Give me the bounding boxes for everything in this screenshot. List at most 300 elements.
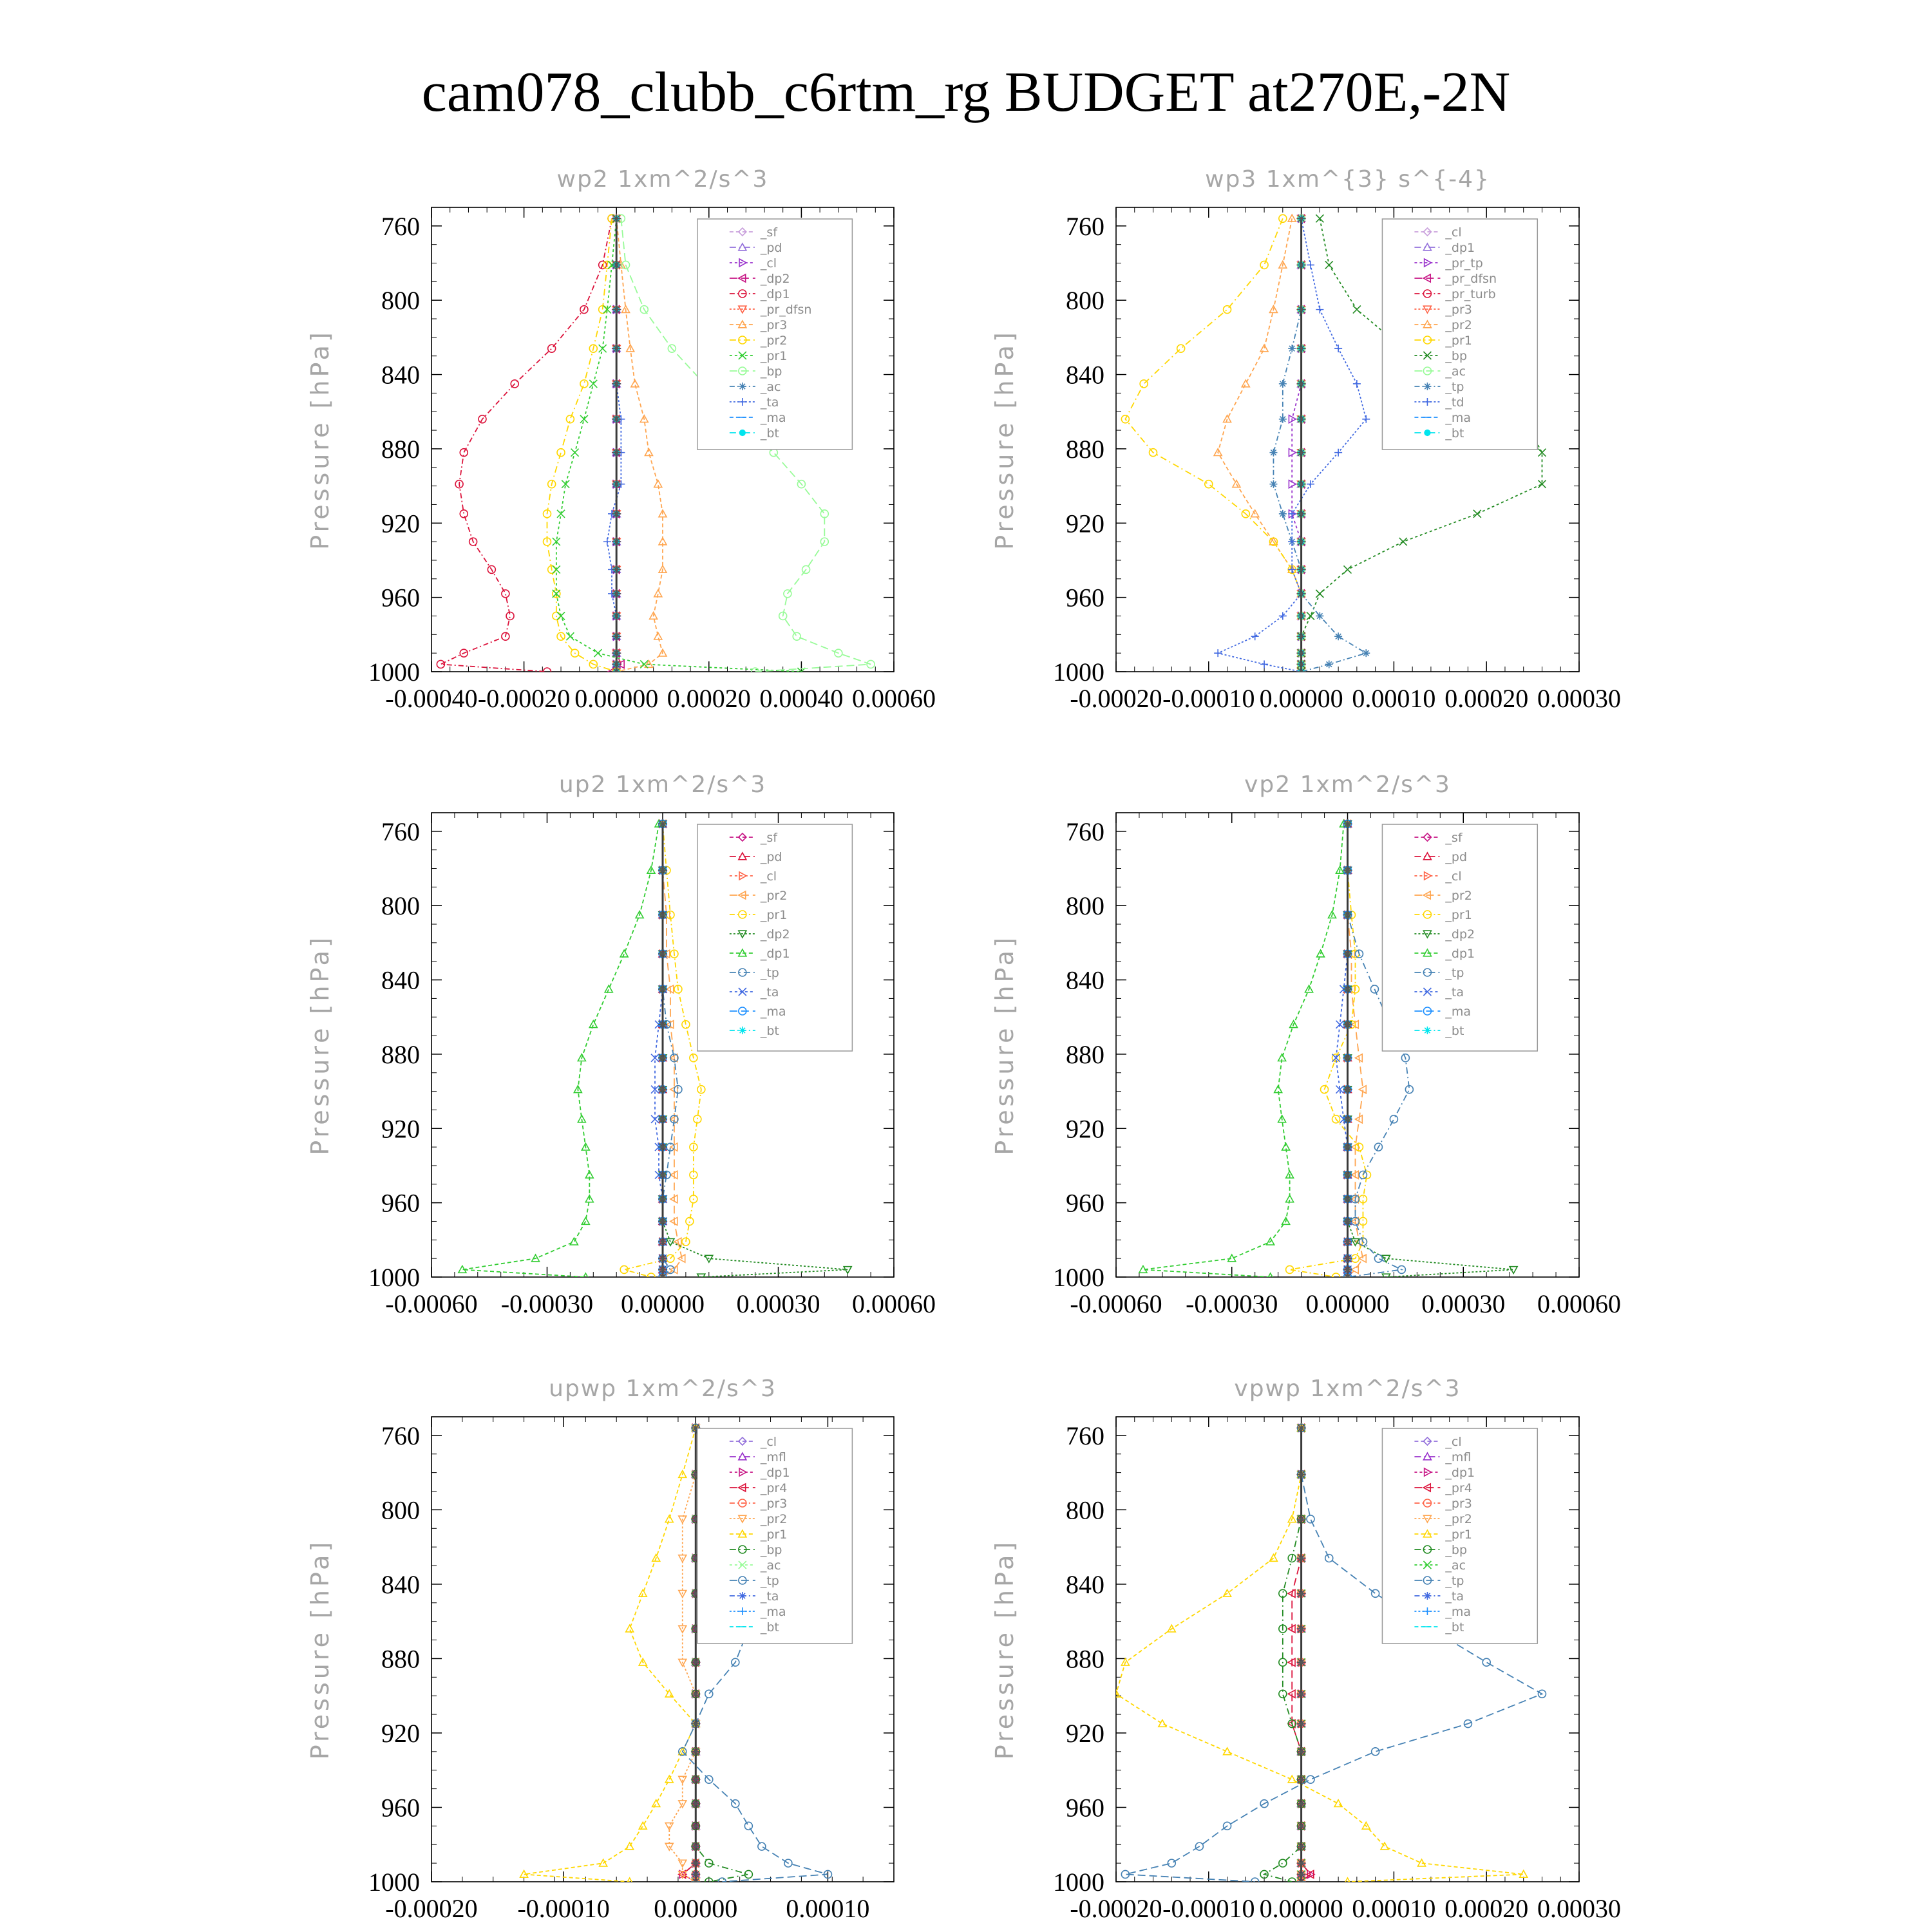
legend-label: _ta bbox=[760, 1589, 779, 1604]
zero-marker bbox=[658, 1273, 667, 1282]
x-tick-label: 0.00030 bbox=[736, 1289, 820, 1318]
legend-label: _ma bbox=[760, 1005, 786, 1019]
series-line bbox=[1125, 218, 1301, 672]
series-line bbox=[663, 824, 678, 1277]
x-tick-label: -0.00060 bbox=[1070, 1289, 1162, 1318]
y-axis-label: Pressure [hPa] bbox=[306, 1539, 334, 1760]
data-point bbox=[1334, 345, 1342, 352]
zero-marker bbox=[658, 1254, 667, 1263]
data-point bbox=[548, 345, 556, 352]
y-tick-label: 960 bbox=[1066, 1188, 1104, 1218]
y-tick-label: 960 bbox=[1066, 1793, 1104, 1823]
legend-marker bbox=[739, 1592, 746, 1600]
legend-label: _pr_dfsn bbox=[1445, 272, 1497, 286]
data-point bbox=[1334, 1800, 1342, 1807]
legend-label: _sf bbox=[760, 225, 777, 240]
data-point bbox=[1307, 1776, 1314, 1783]
y-tick-label: 840 bbox=[381, 965, 420, 995]
y-tick-label: 760 bbox=[381, 1421, 420, 1450]
legend-marker bbox=[739, 383, 746, 390]
zero-marker bbox=[1297, 1842, 1306, 1851]
x-tick-label: -0.00020 bbox=[1070, 1894, 1162, 1923]
panel-title: vpwp 1xm^2/s^3 bbox=[1234, 1376, 1461, 1402]
data-point bbox=[652, 1800, 660, 1807]
data-point bbox=[1288, 345, 1296, 352]
legend-label: _dp2 bbox=[760, 272, 790, 286]
series-line bbox=[1273, 218, 1366, 672]
zero-marker bbox=[658, 911, 667, 920]
legend-label: _pd bbox=[760, 850, 782, 864]
zero-marker bbox=[658, 1170, 667, 1179]
y-tick-label: 840 bbox=[381, 360, 420, 390]
legend-label: _sf bbox=[760, 831, 777, 845]
data-point bbox=[1224, 1748, 1231, 1755]
zero-marker bbox=[658, 1115, 667, 1124]
legend-label: _bt bbox=[1445, 1024, 1464, 1038]
series-line bbox=[440, 218, 612, 672]
legend-label: _tp bbox=[1445, 1574, 1464, 1588]
legend-label: _tp bbox=[760, 1574, 779, 1588]
data-point bbox=[665, 1515, 673, 1522]
zero-marker bbox=[658, 1217, 667, 1226]
y-tick-label: 800 bbox=[381, 1495, 420, 1525]
y-tick-label: 840 bbox=[381, 1569, 420, 1599]
series-line bbox=[1336, 824, 1348, 1277]
legend-label: _ta bbox=[760, 395, 779, 410]
data-point bbox=[1390, 1115, 1397, 1123]
zero-marker bbox=[1297, 214, 1306, 223]
y-tick-label: 880 bbox=[1066, 1039, 1104, 1069]
series-ta bbox=[1332, 820, 1352, 1281]
series-line bbox=[1264, 1428, 1302, 1882]
zero-marker bbox=[1297, 667, 1306, 676]
data-point bbox=[594, 649, 601, 657]
legend-label: _sf bbox=[1445, 831, 1463, 845]
legend-label: _cl bbox=[1445, 869, 1462, 884]
data-point bbox=[1307, 261, 1314, 269]
legend bbox=[1382, 824, 1537, 1051]
legend-label: _pr3 bbox=[1445, 303, 1472, 317]
legend-label: _cl bbox=[760, 256, 777, 270]
zero-marker bbox=[1297, 415, 1306, 424]
x-tick-label: 0.00030 bbox=[1537, 684, 1621, 713]
y-tick-label: 960 bbox=[381, 1188, 420, 1218]
data-point bbox=[582, 1217, 589, 1224]
data-point bbox=[589, 380, 597, 388]
data-point bbox=[1224, 306, 1231, 314]
legend-label: _pr2 bbox=[760, 334, 788, 348]
data-point bbox=[651, 1115, 659, 1123]
series-line bbox=[669, 1428, 696, 1882]
legend-label: _dp2 bbox=[760, 927, 790, 942]
zero-marker bbox=[1343, 1054, 1352, 1063]
y-tick-label: 800 bbox=[381, 891, 420, 921]
x-tick-label: -0.00010 bbox=[517, 1894, 610, 1923]
zero-marker bbox=[658, 1020, 667, 1029]
legend-label: _pr_tp bbox=[1445, 256, 1483, 270]
legend-label: _bp bbox=[760, 365, 782, 379]
series-pr3 bbox=[612, 214, 667, 674]
data-point bbox=[1344, 565, 1352, 573]
y-tick-label: 960 bbox=[381, 583, 420, 612]
data-point bbox=[626, 1625, 634, 1632]
x-tick-label: 0.00000 bbox=[1305, 1289, 1390, 1318]
legend-label: _pr1 bbox=[1445, 1528, 1472, 1542]
data-point bbox=[570, 1238, 578, 1245]
legend-label: _pr1 bbox=[760, 908, 788, 922]
legend-label: _ta bbox=[1445, 985, 1464, 999]
legend-label: _cl bbox=[1445, 225, 1462, 240]
legend-label: _pr2 bbox=[1445, 1512, 1472, 1526]
data-point bbox=[566, 415, 574, 423]
zero-marker bbox=[1297, 260, 1306, 269]
zero-marker bbox=[1343, 1020, 1352, 1029]
legend-label: _dp1 bbox=[1445, 947, 1475, 961]
y-tick-label: 1000 bbox=[1053, 1868, 1104, 1897]
x-tick-label: 0.00030 bbox=[1421, 1289, 1506, 1318]
zero-marker bbox=[1297, 1423, 1306, 1432]
series-dp1 bbox=[459, 820, 663, 1280]
legend-label: _ta bbox=[1445, 1589, 1464, 1604]
legend-label: _bt bbox=[760, 1620, 779, 1634]
data-point bbox=[639, 1589, 647, 1596]
x-tick-label: -0.00020 bbox=[1070, 684, 1162, 713]
series-line bbox=[683, 1428, 696, 1882]
legend-label: _pr2 bbox=[1445, 318, 1472, 332]
x-tick-label: 0.00020 bbox=[1444, 684, 1529, 713]
legend-label: _pr1 bbox=[1445, 908, 1472, 922]
x-tick-label: 0.00060 bbox=[852, 684, 936, 713]
series-line bbox=[1302, 1428, 1311, 1882]
data-point bbox=[599, 345, 607, 352]
panel-3 bbox=[306, 772, 936, 1318]
y-tick-label: 800 bbox=[1066, 1495, 1104, 1525]
legend-label: _pr2 bbox=[760, 889, 788, 903]
y-tick-label: 880 bbox=[381, 1644, 420, 1674]
legend-label: _ma bbox=[1445, 1005, 1472, 1019]
legend-label: _pd bbox=[760, 241, 782, 255]
y-tick-label: 1000 bbox=[368, 1263, 420, 1292]
x-tick-label: 0.00000 bbox=[574, 684, 659, 713]
legend bbox=[697, 824, 853, 1051]
data-point bbox=[605, 985, 612, 992]
data-point bbox=[1269, 1554, 1277, 1561]
legend-label: _dp1 bbox=[760, 947, 790, 961]
legend-label: _pr1 bbox=[760, 1528, 788, 1542]
legend-label: _pr3 bbox=[760, 318, 788, 332]
y-axis-label: Pressure [hPa] bbox=[306, 934, 334, 1155]
series-pr2 bbox=[544, 214, 621, 676]
zero-marker bbox=[658, 1054, 667, 1063]
legend bbox=[697, 219, 853, 450]
data-point bbox=[1242, 380, 1249, 387]
data-point bbox=[1362, 415, 1370, 423]
zero-marker bbox=[1297, 1877, 1306, 1886]
data-point bbox=[626, 1842, 634, 1850]
legend-label: _tp bbox=[760, 966, 779, 980]
legend-label: _ma bbox=[1445, 411, 1472, 425]
data-point bbox=[1325, 660, 1333, 668]
legend-label: _dp1 bbox=[760, 287, 790, 301]
x-tick-label: 0.00060 bbox=[852, 1289, 936, 1318]
panel-title: wp2 1xm^2/s^3 bbox=[556, 166, 769, 193]
series-pr2 bbox=[665, 1425, 699, 1886]
data-point bbox=[1334, 632, 1342, 640]
data-point bbox=[566, 632, 574, 640]
zero-marker bbox=[658, 1237, 667, 1246]
x-tick-label: 0.00010 bbox=[786, 1894, 870, 1923]
zero-marker bbox=[1297, 537, 1306, 546]
x-tick-label: 0.00020 bbox=[1444, 1894, 1529, 1923]
data-point bbox=[1177, 345, 1185, 352]
x-tick-label: 0.00020 bbox=[667, 684, 751, 713]
data-point bbox=[1260, 261, 1268, 269]
x-tick-label: 0.00040 bbox=[759, 684, 844, 713]
legend-label: _ac bbox=[760, 1558, 781, 1573]
data-point bbox=[1307, 1515, 1314, 1523]
legend-label: _cl bbox=[1445, 1435, 1462, 1449]
series-line bbox=[547, 218, 617, 672]
zero-marker bbox=[1297, 1658, 1306, 1667]
data-point bbox=[571, 449, 579, 457]
data-point bbox=[1288, 1776, 1296, 1783]
y-tick-label: 760 bbox=[1066, 817, 1104, 846]
zero-marker bbox=[1297, 1689, 1306, 1698]
panel-4 bbox=[990, 772, 1621, 1318]
x-tick-label: -0.00020 bbox=[477, 684, 571, 713]
legend-marker bbox=[1423, 1592, 1431, 1600]
data-point bbox=[460, 510, 468, 518]
zero-marker bbox=[1297, 1821, 1306, 1830]
x-tick-label: 0.00010 bbox=[1352, 1894, 1436, 1923]
x-tick-label: -0.00010 bbox=[1162, 1894, 1255, 1923]
legend-label: _pr1 bbox=[1445, 334, 1472, 348]
data-point bbox=[1205, 480, 1213, 488]
zero-marker bbox=[1343, 1115, 1352, 1124]
data-point bbox=[1418, 1859, 1426, 1866]
data-point bbox=[1316, 590, 1323, 598]
legend-label: _tp bbox=[1445, 380, 1464, 394]
panel-title: upwp 1xm^2/s^3 bbox=[549, 1376, 777, 1402]
y-tick-label: 760 bbox=[381, 211, 420, 241]
legend-label: _ta bbox=[760, 985, 779, 999]
legend-label: _bp bbox=[760, 1543, 782, 1557]
zero-marker bbox=[1297, 1553, 1306, 1562]
data-point bbox=[620, 1265, 628, 1273]
legend-label: _ma bbox=[760, 1605, 786, 1619]
legend-label: _pr_dfsn bbox=[760, 303, 812, 317]
data-point bbox=[639, 1822, 647, 1829]
y-tick-label: 920 bbox=[1066, 1114, 1104, 1144]
data-point bbox=[557, 612, 565, 620]
zero-marker bbox=[1297, 1799, 1306, 1808]
data-point bbox=[1279, 380, 1287, 388]
data-point bbox=[1362, 649, 1370, 657]
zero-marker bbox=[1343, 1237, 1352, 1246]
y-tick-label: 1000 bbox=[1053, 658, 1104, 687]
panel-1 bbox=[306, 166, 936, 713]
legend-label: _dp2 bbox=[1445, 927, 1475, 942]
series-bp bbox=[1260, 1424, 1305, 1886]
zero-marker bbox=[1343, 911, 1352, 920]
y-axis-label: Pressure [hPa] bbox=[306, 329, 334, 550]
legend-label: _td bbox=[1445, 395, 1464, 410]
data-point bbox=[1316, 306, 1323, 314]
data-point bbox=[1214, 649, 1222, 657]
data-point bbox=[679, 1860, 687, 1867]
zero-marker bbox=[1297, 1624, 1306, 1633]
data-point bbox=[1325, 1554, 1333, 1562]
zero-marker bbox=[1297, 1470, 1306, 1479]
legend-label: _dp1 bbox=[1445, 241, 1475, 255]
data-point bbox=[557, 449, 565, 457]
legend-label: _dp1 bbox=[760, 1466, 790, 1480]
legend-label: _pr4 bbox=[1445, 1481, 1472, 1495]
legend-label: _ac bbox=[760, 380, 781, 394]
data-point bbox=[1279, 612, 1287, 620]
data-point bbox=[553, 565, 560, 573]
data-point bbox=[758, 1842, 766, 1850]
series-line bbox=[1143, 824, 1344, 1277]
panel-2 bbox=[990, 166, 1621, 713]
panel-title: wp3 1xm^{3} s^{-4} bbox=[1205, 166, 1490, 193]
x-tick-label: -0.00030 bbox=[500, 1289, 594, 1318]
x-tick-label: 0.00000 bbox=[1259, 1894, 1343, 1923]
legend-label: _bt bbox=[760, 426, 779, 440]
zero-marker bbox=[1297, 1859, 1306, 1868]
data-point bbox=[1228, 1255, 1236, 1262]
y-tick-label: 760 bbox=[1066, 1421, 1104, 1450]
data-point bbox=[1353, 380, 1361, 388]
data-point bbox=[1316, 214, 1323, 222]
x-tick-label: 0.00010 bbox=[1352, 684, 1436, 713]
panel-6 bbox=[990, 1376, 1621, 1923]
legend-label: _pr2 bbox=[1445, 889, 1472, 903]
zero-marker bbox=[1343, 1254, 1352, 1263]
data-point bbox=[1482, 1658, 1490, 1666]
data-point bbox=[1260, 660, 1268, 668]
data-point bbox=[580, 380, 588, 388]
zero-marker bbox=[1343, 1217, 1352, 1226]
x-tick-label: -0.00060 bbox=[385, 1289, 478, 1318]
zero-marker bbox=[1297, 565, 1306, 574]
legend-label: _bp bbox=[1445, 349, 1468, 363]
zero-marker bbox=[1297, 1515, 1306, 1524]
y-tick-label: 760 bbox=[381, 817, 420, 846]
legend-label: _mfl bbox=[1445, 1450, 1472, 1464]
data-point bbox=[1307, 612, 1314, 620]
x-tick-label: -0.00030 bbox=[1186, 1289, 1278, 1318]
legend-label: _tp bbox=[1445, 966, 1464, 980]
legend-label: _bt bbox=[1445, 1620, 1464, 1634]
x-tick-label: 0.00000 bbox=[621, 1289, 705, 1318]
legend-marker bbox=[739, 430, 746, 436]
data-point bbox=[705, 1690, 713, 1698]
series-ta bbox=[603, 214, 625, 676]
zero-marker bbox=[1343, 1273, 1352, 1282]
series-line bbox=[1292, 218, 1301, 672]
y-tick-label: 920 bbox=[381, 509, 420, 538]
zero-marker bbox=[658, 985, 667, 994]
legend bbox=[1382, 219, 1537, 450]
y-tick-label: 880 bbox=[1066, 434, 1104, 464]
legend-label: _bt bbox=[760, 1024, 779, 1038]
y-tick-label: 800 bbox=[381, 286, 420, 316]
data-point bbox=[1279, 510, 1287, 518]
zero-marker bbox=[1297, 1719, 1306, 1728]
zero-marker bbox=[1297, 305, 1306, 314]
data-point bbox=[1269, 449, 1277, 457]
legend bbox=[697, 1428, 853, 1643]
series-dp1 bbox=[437, 214, 616, 676]
data-point bbox=[820, 510, 828, 518]
legend-label: _cl bbox=[760, 869, 777, 884]
series-line bbox=[655, 824, 663, 1277]
legend-label: _pr3 bbox=[760, 1497, 788, 1511]
y-axis-label: Pressure [hPa] bbox=[990, 1539, 1019, 1760]
series-tp bbox=[1269, 214, 1370, 676]
series-line bbox=[1218, 218, 1301, 672]
x-tick-label: 0.00000 bbox=[1259, 684, 1343, 713]
panel-title: vp2 1xm^2/s^3 bbox=[1244, 772, 1451, 798]
y-tick-label: 920 bbox=[1066, 1718, 1104, 1748]
legend-marker bbox=[739, 1027, 746, 1034]
zero-marker bbox=[1297, 480, 1306, 489]
series-pr1 bbox=[520, 1424, 700, 1884]
legend-label: _pr4 bbox=[760, 1481, 788, 1495]
data-point bbox=[1251, 632, 1259, 640]
data-point bbox=[1279, 1859, 1287, 1867]
y-tick-label: 760 bbox=[1066, 211, 1104, 241]
y-tick-label: 920 bbox=[381, 1718, 420, 1748]
y-tick-label: 840 bbox=[1066, 1569, 1104, 1599]
data-point bbox=[1269, 480, 1277, 488]
legend-label: _pr2 bbox=[760, 1512, 788, 1526]
data-point bbox=[1372, 1748, 1379, 1756]
data-point bbox=[1140, 380, 1148, 388]
data-point bbox=[793, 632, 800, 640]
data-point bbox=[589, 1021, 597, 1028]
y-tick-label: 800 bbox=[1066, 891, 1104, 921]
y-tick-label: 880 bbox=[1066, 1644, 1104, 1674]
zero-marker bbox=[658, 1142, 667, 1151]
legend-label: _mfl bbox=[760, 1450, 786, 1464]
legend-marker bbox=[1423, 383, 1431, 390]
legend-label: _pr1 bbox=[760, 349, 788, 363]
y-tick-label: 880 bbox=[381, 434, 420, 464]
legend-label: _pr3 bbox=[1445, 1497, 1472, 1511]
y-tick-label: 800 bbox=[1066, 286, 1104, 316]
series-line bbox=[1348, 824, 1363, 1277]
legend-label: _ma bbox=[1445, 1605, 1472, 1619]
data-point bbox=[603, 538, 611, 545]
x-tick-label: -0.00010 bbox=[1162, 684, 1255, 713]
panels bbox=[306, 166, 1621, 1923]
x-tick-label: -0.00040 bbox=[385, 684, 478, 713]
x-tick-label: 0.00060 bbox=[1537, 1289, 1621, 1318]
zero-marker bbox=[1343, 1142, 1352, 1151]
data-point bbox=[502, 590, 509, 598]
legend bbox=[1382, 1428, 1537, 1643]
data-point bbox=[1325, 261, 1333, 269]
legend-label: _ma bbox=[760, 411, 786, 425]
legend-marker bbox=[1423, 1027, 1431, 1034]
data-point bbox=[1279, 415, 1287, 423]
data-point bbox=[1399, 538, 1407, 545]
series-line bbox=[683, 1428, 696, 1882]
data-point bbox=[679, 1625, 687, 1633]
zero-marker bbox=[1343, 1170, 1352, 1179]
